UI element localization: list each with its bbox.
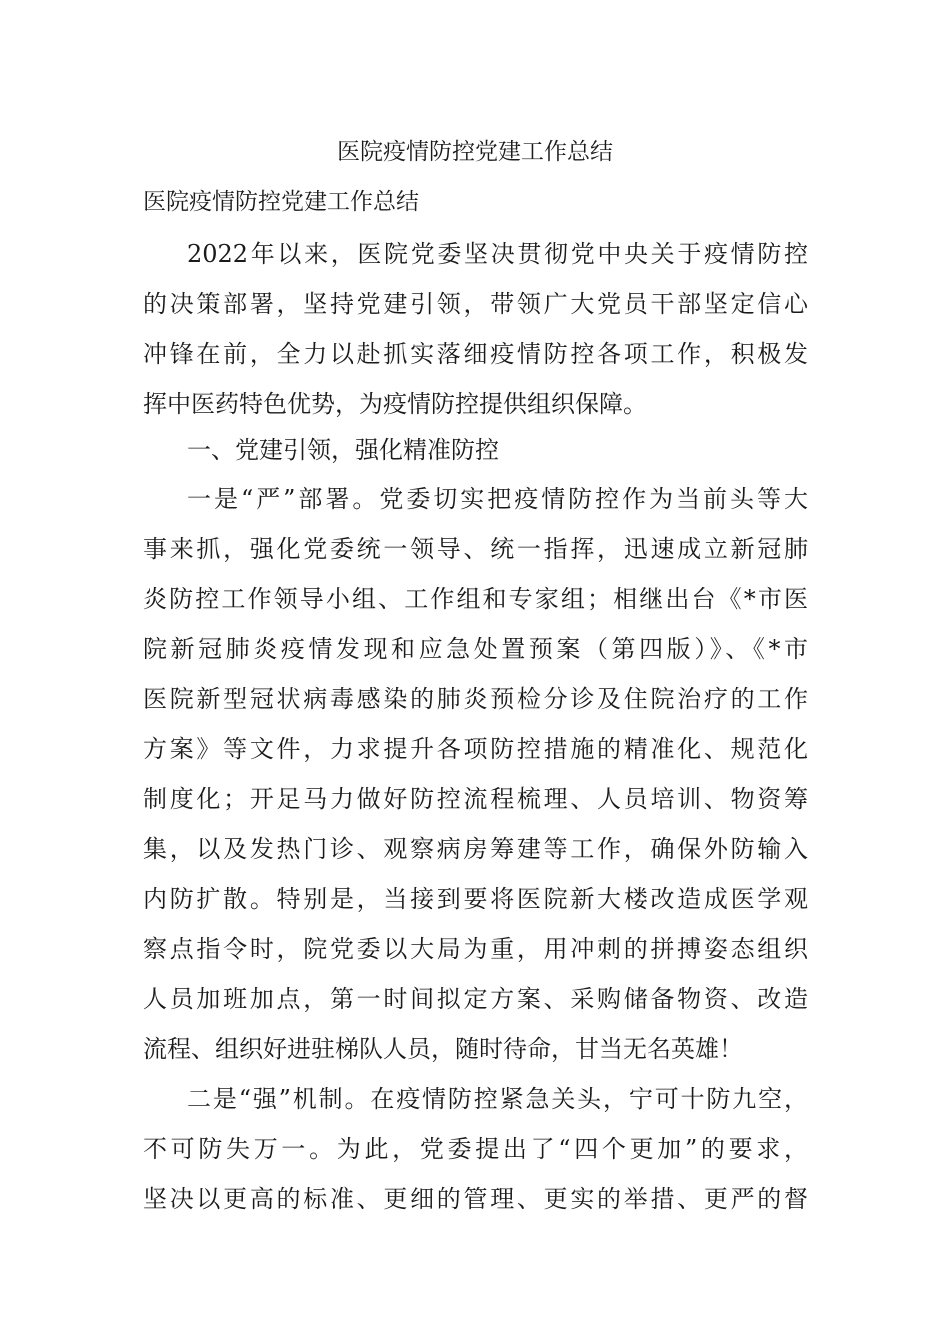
text-line: 二是“强”机制。在疫情防控紧急关头，宁可十防九空， [187, 1085, 808, 1113]
text-line: 内防扩散。特别是，当接到要将医院新大楼改造成医学观 [143, 885, 808, 913]
text-line: 事来抓，强化党委统一领导、统一指挥，迅速成立新冠肺 [143, 535, 808, 563]
text-line: 方案》等文件，力求提升各项防控措施的精准化、规范化 [143, 735, 808, 763]
document-title: 医院疫情防控党建工作总结 [337, 139, 613, 165]
text-line: 坚决以更高的标准、更细的管理、更实的举措、更严的督 [143, 1185, 808, 1213]
text-line: 察点指令时，院党委以大局为重，用冲刺的拼搏姿态组织 [143, 935, 808, 963]
document-subtitle: 医院疫情防控党建工作总结 [143, 189, 419, 215]
text-line: 院新冠肺炎疫情发现和应急处置预案（第四版）》、《*市 [143, 635, 808, 663]
text-line: 2022年以来，医院党委坚决贯彻党中央关于疫情防控 [187, 240, 808, 268]
text-line: 集，以及发热门诊、观察病房筹建等工作，确保外防输入 [143, 835, 808, 863]
text-line: 的决策部署，坚持党建引领，带领广大党员干部坚定信心 [143, 290, 808, 318]
text-line: 挥中医药特色优势，为疫情防控提供组织保障。 [143, 390, 647, 418]
text-line: 一是“严”部署。党委切实把疫情防控作为当前头等大 [187, 485, 808, 513]
section-heading: 一、党建引领，强化精准防控 [187, 436, 499, 464]
text-line: 医院新型冠状病毒感染的肺炎预检分诊及住院治疗的工作 [143, 685, 808, 713]
text-line: 冲锋在前，全力以赴抓实落细疫情防控各项工作，积极发 [143, 340, 808, 368]
text-line: 人员加班加点，第一时间拟定方案、采购储备物资、改造 [143, 985, 808, 1013]
text-line: 炎防控工作领导小组、工作组和专家组；相继出台《*市医 [143, 585, 808, 613]
text-line: 制度化；开足马力做好防控流程梳理、人员培训、物资筹 [143, 785, 808, 813]
text-line: 流程、组织好进驻梯队人员，随时待命，甘当无名英雄！ [143, 1035, 743, 1063]
text-line: 不可防失万一。为此，党委提出了“四个更加”的要求， [143, 1135, 808, 1163]
